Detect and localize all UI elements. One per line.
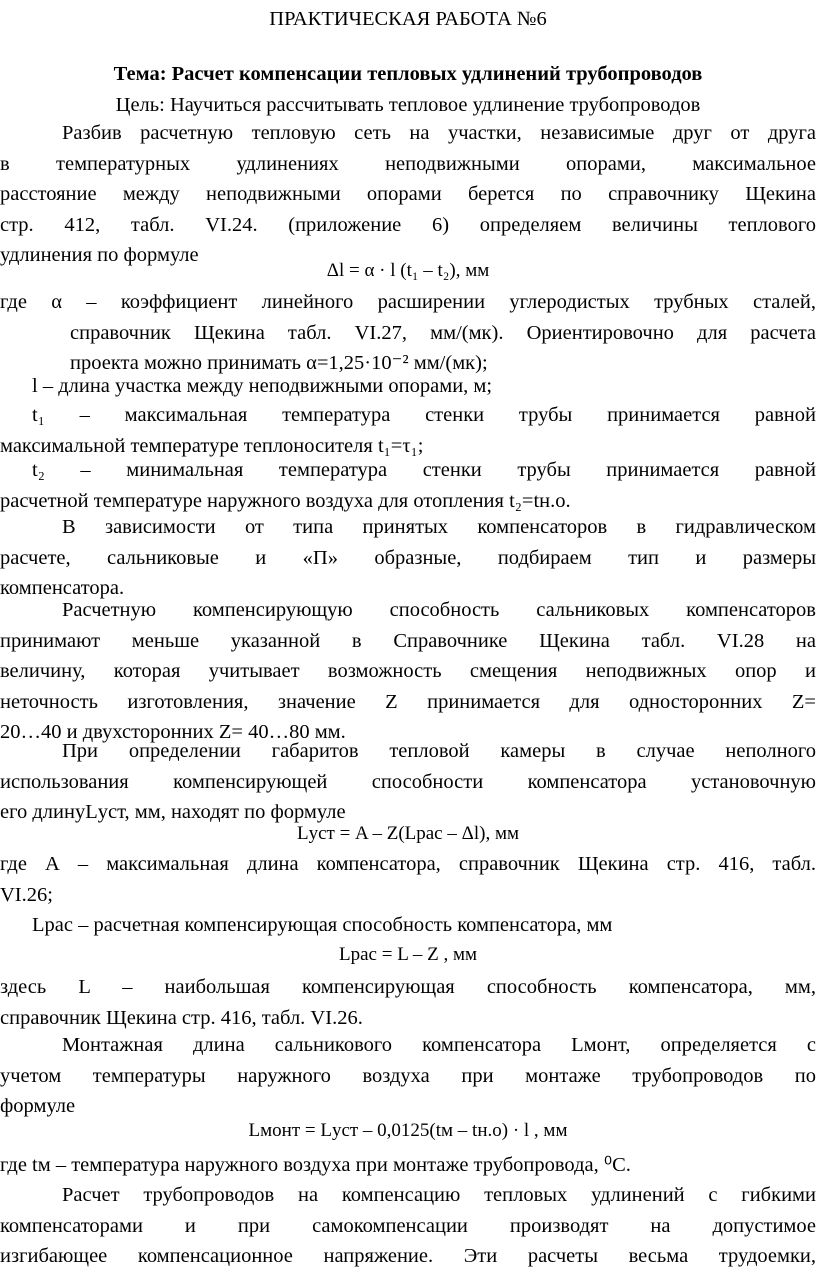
text-line: неточность изготовления, значение Z принимается для односторонних Z= [0, 690, 816, 713]
text-line: 20…40 и двухсторонних Z= 40…80 мм. [0, 721, 346, 744]
text-line: где α – коэффициент линейного расширении углеродистых трубных сталей, [0, 291, 816, 313]
text-line: При определении габаритов тепловой камеры в случае неполного [62, 740, 816, 762]
formula-thermal-elongation: Δl = α · l (t₁ – t₂), мм [326, 260, 490, 281]
text-line: t₂ – минимальная температура стенки трубы принимается равной [32, 459, 816, 481]
text-line: принимают меньше указанной в Справочнике Щекина табл. VI.28 на [0, 629, 816, 652]
text-line: t₁ – максимальная температура стенки трубы принимается равной [32, 404, 816, 426]
text-line: изгибающее компенсационное напряжение. Эти расчеты весьма трудоемки, [0, 1245, 816, 1268]
text-line: справочник Щекина табл. VI.27, мм/(мк). Ориентировочно для расчета [70, 321, 816, 344]
goal-line: Цель: Научиться рассчитывать тепловое удлинение трубопроводов [115, 94, 701, 116]
text-line: формуле [0, 1095, 76, 1118]
text-line: максимальной температуре теплоносителя t₁=τ₁; [0, 434, 424, 457]
definition-lras [0, 910, 816, 941]
page-title: ПРАКТИЧЕСКАЯ РАБОТА №6 [269, 8, 547, 30]
text-line: здесь L – наибольшая компенсирующая способность компенсатора, мм, [0, 976, 816, 998]
text-line: компенсаторами и при самокомпенсации производят на допустимое [0, 1214, 816, 1237]
text-line: расстояние между неподвижными опорами берется по справочнику Щекина [0, 183, 816, 206]
paragraph-chamber-dimensions [0, 736, 816, 828]
text-line: VI.26; [0, 883, 53, 906]
text-line: Разбив расчетную тепловую сеть на участки, независимые друг от друга [62, 122, 816, 144]
formula-mount-length: Lмонт = Lуст – 0,0125(tм – tн.о) · l , мм [248, 1120, 568, 1141]
text-line: стр. 412, табл. VI.24. (приложение 6) определяем величины теплового [0, 213, 816, 236]
text-line: В зависимости от типа принятых компенсаторов в гидравлическом [62, 516, 816, 538]
text-line: учетом температуры наружного воздуха при монтаже трубопроводов по [0, 1064, 816, 1087]
text-line: использования компенсирующей способности компенсатора установочную [0, 770, 816, 793]
text-line: где tм – температура наружного воздуха при монтаже трубопровода, ⁰С. [0, 1154, 631, 1176]
paragraph-intro [0, 118, 816, 271]
text-line: Монтажная длина сальникового компенсатора Lмонт, определяется с [62, 1034, 816, 1056]
text-line: справочник Щекина стр. 416, табл. VI.26. [0, 1006, 363, 1029]
text-line: Расчетную компенсирующую способность сальниковых компенсаторов [62, 599, 816, 621]
text-line: проекта можно принимать α=1,25·10⁻² мм/(мк); [70, 352, 488, 375]
topic-heading: Тема: Расчет компенсации тепловых удлинений трубопроводов [113, 63, 703, 85]
formula-design-capacity: Lрас = L – Z , мм [339, 944, 477, 965]
text-line: удлинения по формуле [0, 244, 199, 267]
text-line: в температурных удлинениях неподвижными опорами, максимальное [0, 152, 816, 175]
text-line: где А – максимальная длина компенсатора, справочник Щекина стр. 416, табл. [0, 853, 816, 875]
text-line: l – длина участка между неподвижными опорами, м; [32, 375, 493, 397]
definition-t1 [0, 400, 816, 461]
text-line: компенсатора. [0, 577, 125, 600]
paragraph-mount-length [0, 1030, 816, 1122]
text-line: расчете, сальниковые и «П» образные, подбираем тип и размеры [0, 546, 816, 569]
text-line: величину, которая учитывает возможность смещения неподвижных опор и [0, 660, 816, 683]
text-line: Lрас – расчетная компенсирующая способность компенсатора, мм [32, 914, 613, 936]
definition-t2 [0, 455, 816, 516]
paragraph-l-definition [0, 972, 816, 1033]
definition-alpha [0, 287, 816, 379]
paragraph-compensating-capacity [0, 595, 816, 748]
paragraph-compensator-type [0, 512, 816, 604]
text-line: Расчет трубопроводов на компенсацию тепловых удлинений с гибкими [62, 1184, 816, 1206]
paragraph-flexible-compensators [0, 1180, 816, 1272]
text-line: расчетной температуре наружного воздуха для отопления t₂=tн.о. [0, 489, 571, 512]
formula-install-length: Lуст = A – Z(Lрас – Δl), мм [296, 823, 519, 844]
definition-a [0, 849, 816, 910]
definition-l [0, 371, 816, 402]
text-line: его длинуLуст, мм, находят по формуле [0, 801, 346, 824]
definition-tm [0, 1150, 816, 1181]
